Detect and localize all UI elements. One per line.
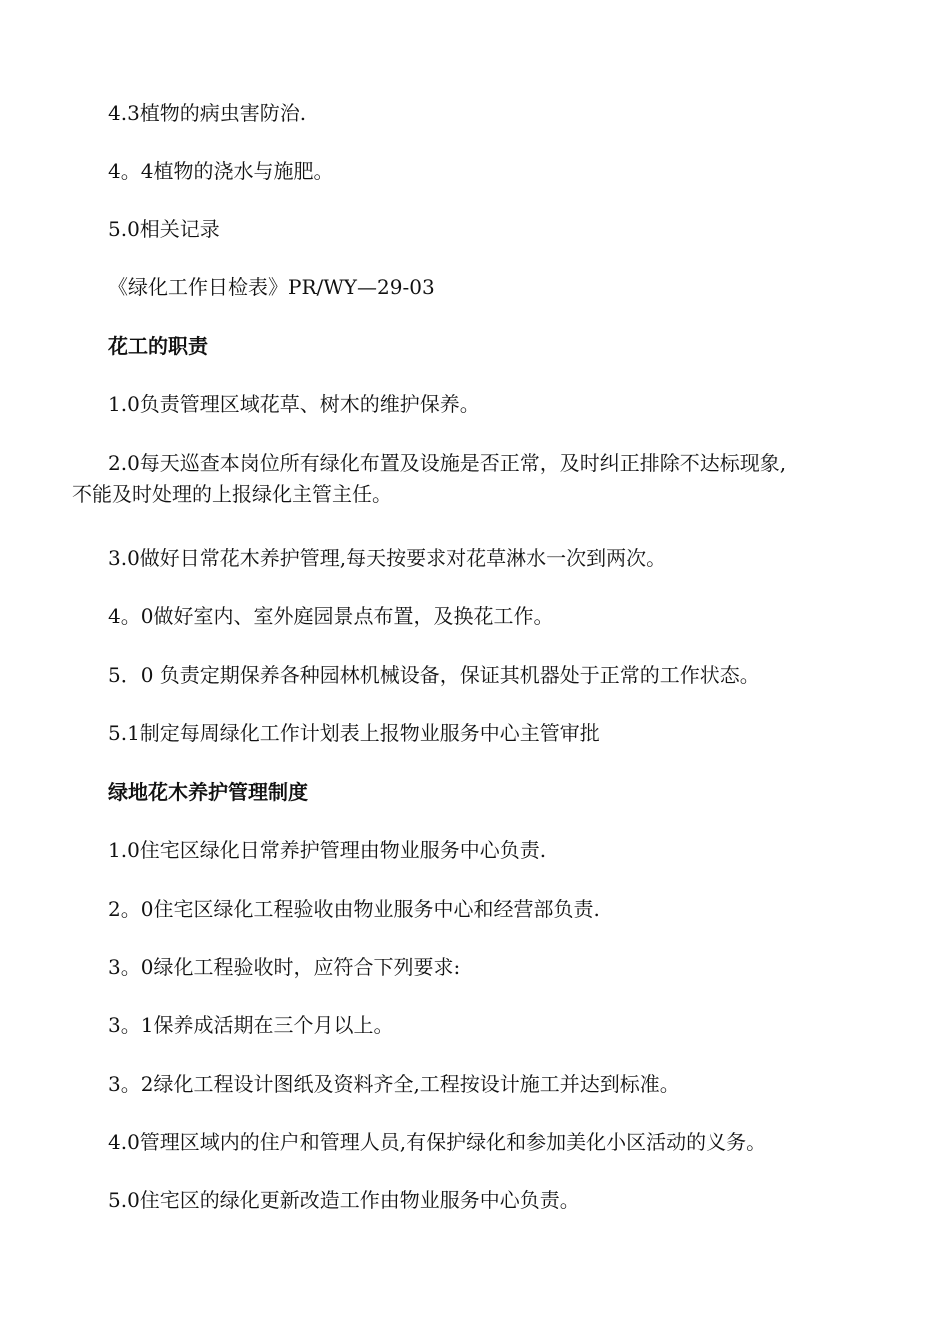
duty-3-0: 3.0做好日常花木养护管理,每天按要求对花草淋水一次到两次。	[108, 546, 667, 570]
duty-2-0-line1: 2.0每天巡查本岗位所有绿化布置及设施是否正常，及时纠正排除不达标现象,	[108, 451, 787, 475]
record-form-reference: 《绿化工作日检表》PR/WY—29-03	[108, 275, 435, 299]
rule-3-0: 3。0绿化工程验收时，应符合下列要求:	[108, 955, 461, 979]
rule-3-2: 3。2绿化工程设计图纸及资料齐全,工程按设计施工并达到标准。	[108, 1072, 680, 1096]
duty-4-0: 4。0做好室内、室外庭园景点布置，及换花工作。	[108, 604, 554, 628]
section-heading-gardener-duties: 花工的职责	[108, 334, 208, 358]
rule-1-0: 1.0住宅区绿化日常养护管理由物业服务中心负责.	[108, 838, 547, 862]
rule-3-1: 3。1保养成活期在三个月以上。	[108, 1013, 394, 1037]
duty-5-1: 5.1制定每周绿化工作计划表上报物业服务中心主管审批	[108, 721, 600, 745]
section-heading-green-space-rules: 绿地花木养护管理制度	[108, 780, 308, 804]
item-4-3-pest-control: 4.3植物的病虫害防治.	[108, 101, 307, 125]
item-5-0-related-records: 5.0相关记录	[108, 217, 220, 241]
rule-4-0: 4.0管理区域内的住户和管理人员,有保护绿化和参加美化小区活动的义务。	[108, 1130, 767, 1154]
duty-2-0-line2: 不能及时处理的上报绿化主管主任。	[72, 482, 392, 506]
duty-5-0: 5．0 负责定期保养各种园林机械设备，保证其机器处于正常的工作状态。	[108, 663, 760, 687]
duty-2-0	[72, 448, 880, 510]
item-4-4-watering-fertilizing: 4。4植物的浇水与施肥。	[108, 159, 334, 183]
duty-1-0: 1.0负责管理区域花草、树木的维护保养。	[108, 392, 480, 416]
rule-5-0: 5.0住宅区的绿化更新改造工作由物业服务中心负责。	[108, 1188, 580, 1212]
rule-2-0: 2。0住宅区绿化工程验收由物业服务中心和经营部负责.	[108, 897, 600, 921]
